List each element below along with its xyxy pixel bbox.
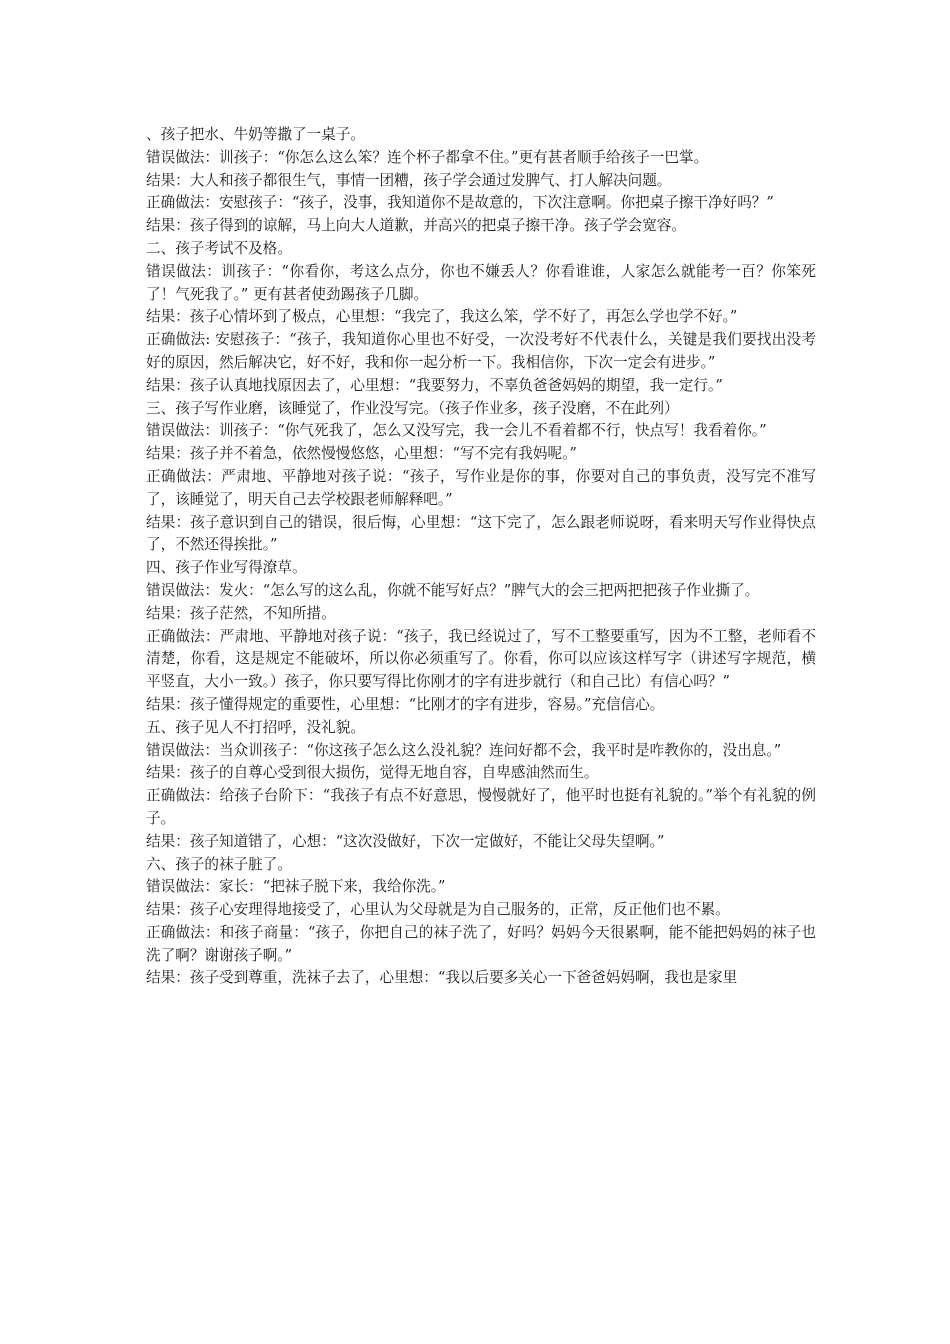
section-heading-2: 二、孩子考试不及格。	[146, 239, 292, 257]
paragraph-wrong-method: 错误做法：训孩子：“你气死我了，怎么又没写完，我一会儿不看着都不行，快点写！我看着你。”	[146, 422, 767, 440]
section-heading-5: 五、孩子见人不打招呼，没礼貌。	[146, 718, 365, 736]
paragraph-wrong-method: 错误做法：发火：“怎么写的这么乱，你就不能写好点？”脾气大的会三把两把把孩子作业撕了。	[146, 581, 760, 599]
paragraph-wrong-method: 错误做法：家长：“把袜子脱下来，我给你洗。”	[146, 878, 446, 896]
paragraph-result: 结果：孩子认真地找原因去了，心里想：“我要努力，不辜负爸爸妈妈的期望，我一定行。”	[146, 376, 723, 394]
paragraph-right-method: 正确做法：给孩子台阶下：“我孩子有点不好意思，慢慢就好了，他平时也挺有礼貌的。”举个有礼貌的例子。	[146, 787, 816, 827]
paragraph-wrong-method: 错误做法：训孩子：“你怎么这么笨？连个杯子都拿不住。”更有甚者顺手给孩子一巴掌。	[146, 148, 709, 166]
paragraph-result: 结果：孩子心情坏到了极点，心里想：“我完了，我这么笨，学不好了，再怎么学也学不好。”	[146, 308, 738, 326]
paragraph-right-method: 正确做法：严肃地、平静地对孩子说：“孩子，写作业是你的事，你要对自己的事负责，没写完不准写了，该睡觉了，明天自己去学校跟老师解释吧。”	[146, 467, 816, 508]
paragraph-result: 结果：孩子并不着急，依然慢慢悠悠，心里想：“写不完有我妈呢。”	[146, 445, 577, 463]
paragraph-result: 结果：孩子受到尊重，洗袜子去了，心里想：“我以后要多关心一下爸爸妈妈啊，我也是家里	[146, 969, 738, 987]
paragraph-right-method: 正确做法：和孩子商量：“孩子，你把自己的袜子洗了，好吗？妈妈今天很累啊，能不能把妈妈的袜子也洗了啊？谢谢孩子啊。”	[146, 923, 816, 964]
paragraph-result: 结果：大人和孩子都很生气，事情一团糟，孩子学会通过发脾气、打人解决问题。	[146, 171, 672, 189]
paragraph-spill-incident: 、孩子把水、牛奶等撒了一桌子。	[146, 126, 365, 143]
paragraph-result: 结果：孩子懂得规定的重要性，心里想：“比刚才的字有进步，容易。”充信信心。	[146, 695, 665, 713]
section-heading-3: 三、孩子写作业磨，该睡觉了，作业没写完。（孩子作业多，孩子没磨，不在此列）	[146, 399, 679, 417]
section-heading-4: 四、孩子作业写得潦草。	[146, 559, 307, 577]
document-body	[146, 124, 816, 990]
paragraph-right-method: 正确做法：严肃地、平静地对孩子说：“孩子，我已经说过了，写不工整要重写，因为不工整，老师看不清楚，你看，这是规定不能破坏，所以你必须重写了。你看，你可以应该这样写字（讲述写字规范，横平竖直，大小一致。）孩子，你只要写得比你刚才的字有进步就行（和自己比）有信心吗？”	[146, 627, 816, 691]
paragraph-result: 结果：孩子心安理得地接受了，心里认为父母就是为自己服务的，正常，反正他们也不累。	[146, 901, 730, 919]
paragraph-wrong-method: 错误做法：训孩子：“你看你，考这么点分，你也不嫌丢人？你看谁谁，人家怎么就能考一百？你笨死了！气死我了。” 更有甚者使劲踢孩子几脚。	[146, 262, 816, 303]
paragraph-result: 结果：孩子的自尊心受到很大损伤，觉得无地自容，自卑感油然而生。	[146, 764, 599, 782]
paragraph-right-method: 正确做法：安慰孩子：“孩子，没事，我知道你不是故意的，下次注意啊。你把桌子擦干净好吗？”	[146, 194, 774, 212]
paragraph-result: 结果：孩子意识到自己的错误，很后悔，心里想：“这下完了，怎么跟老师说呀，看来明天写作业得快点了，不然还得挨批。”	[146, 513, 816, 554]
section-heading-6: 六、孩子的袜子脏了。	[146, 855, 292, 873]
paragraph-right-method: 正确做法: 安慰孩子：“孩子，我知道你心里也不好受，一次没考好不代表什么，关键是我们要找出没考好的原因，然后解决它，好不好，我和你一起分析一下。我相信你，下次一定会有进步。”	[146, 331, 816, 371]
paragraph-wrong-method: 错误做法：当众训孩子：“你这孩子怎么这么没礼貌？连问好都不会，我平时是咋教你的，没出息。”	[146, 741, 782, 759]
paragraph-result: 结果：孩子知道错了，心想：“这次没做好，下次一定做好，不能让父母失望啊。”	[146, 832, 665, 850]
paragraph-result: 结果：孩子茫然，不知所措。	[146, 604, 336, 622]
paragraph-result: 结果：孩子得到的谅解，马上向大人道歉，并高兴的把桌子擦干净。孩子学会宽容。	[146, 217, 686, 235]
